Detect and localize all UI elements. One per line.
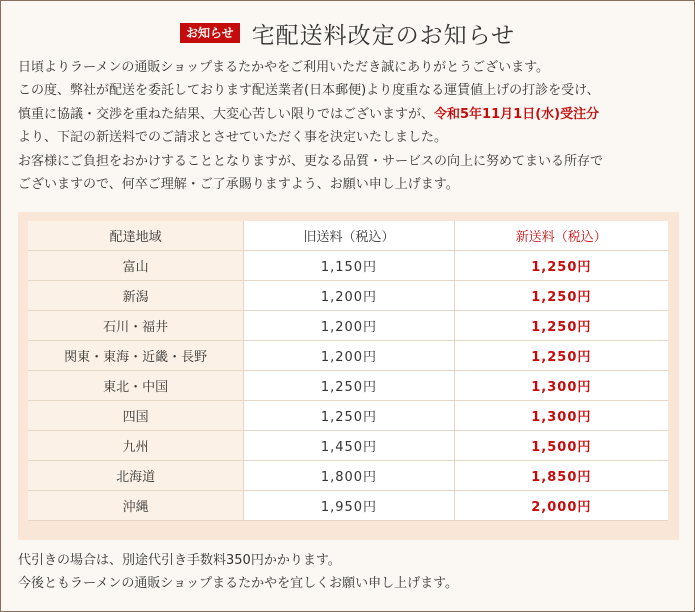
intro-line: 日頃よりラーメンの通販ショップまるたかやをご利用いただき誠にありがとうございます。 [18,60,550,75]
table-row [28,431,668,461]
closing-note: 今後ともラーメンの通販ショップまるたかやを宜しくお願い申し上げます。 [18,576,459,591]
old-rate-cell: 1,200円 [244,281,454,311]
old-rate-cell: 1,200円 [244,341,454,371]
notice-badge: お知らせ [180,23,240,43]
new-rate-cell: 1,300円 [454,371,668,401]
shipping-rate-table [28,221,668,521]
new-rate-cell: 1,250円 [454,281,668,311]
old-rate-cell: 1,250円 [244,371,454,401]
intro-line-text: 慎重に協議・交渉を重ねた結果、大変心苦しい限りではございますが、 [18,106,435,122]
old-rate-cell: 1,450円 [244,431,454,461]
footer-notes [18,549,458,595]
shipping-table-container [18,212,679,540]
area-cell: 四国 [28,401,244,431]
table-row [28,341,668,371]
new-rate-cell: 1,850円 [454,461,668,491]
old-rate-cell: 1,950円 [244,491,454,521]
table-row [28,461,668,491]
area-cell: 九州 [28,431,244,461]
table-row [28,251,668,281]
table-row [28,401,668,431]
table-row [28,491,668,521]
area-cell: 新潟 [28,281,244,311]
intro-line: お客様にご負担をおかけすることとなりますが、更なる品質・サービスの向上に努めてまいる所存で [18,153,604,169]
page-title: 宅配送料改定のお知らせ [251,22,515,49]
new-rate-cell: 1,250円 [454,251,668,281]
header-new-rate: 新送料（税込） [454,221,668,251]
new-rate-cell: 2,000円 [454,491,668,521]
area-cell: 石川・福井 [28,311,244,341]
table-row [28,311,668,341]
area-cell: 沖縄 [28,491,244,521]
table-header-row [28,221,668,251]
area-cell: 東北・中国 [28,371,244,401]
area-cell: 富山 [28,251,244,281]
intro-line: より、下記の新送料でのご請求とさせていただく事を決定いたしました。 [18,130,448,146]
old-rate-cell: 1,200円 [244,311,454,341]
intro-line: この度、弊社が配送を委託しております配送業者(日本郵便)より度重なる運賃値上げの打診を受け、 [18,83,600,99]
intro-line: ございますので、何卒ご理解・ご了承賜りますよう、お願い申し上げます。 [18,177,459,193]
new-rate-cell: 1,250円 [454,341,668,371]
header-old-rate: 旧送料（税込） [244,221,454,251]
area-cell: 関東・東海・近畿・長野 [28,341,244,371]
old-rate-cell: 1,250円 [244,401,454,431]
table-row [28,281,668,311]
intro-text [18,56,686,196]
header-area: 配達地域 [28,221,244,251]
new-rate-cell: 1,500円 [454,431,668,461]
intro-line [18,103,686,126]
effective-date-highlight: 令和5年11月1日(水)受注分 [434,106,600,122]
new-rate-cell: 1,300円 [454,401,668,431]
old-rate-cell: 1,800円 [244,461,454,491]
cod-fee-note: 代引きの場合は、別途代引き手数料350円かかります。 [18,553,341,568]
area-cell: 北海道 [28,461,244,491]
new-rate-cell: 1,250円 [454,311,668,341]
table-row [28,371,668,401]
old-rate-cell: 1,150円 [244,251,454,281]
notice-header [1,15,694,51]
